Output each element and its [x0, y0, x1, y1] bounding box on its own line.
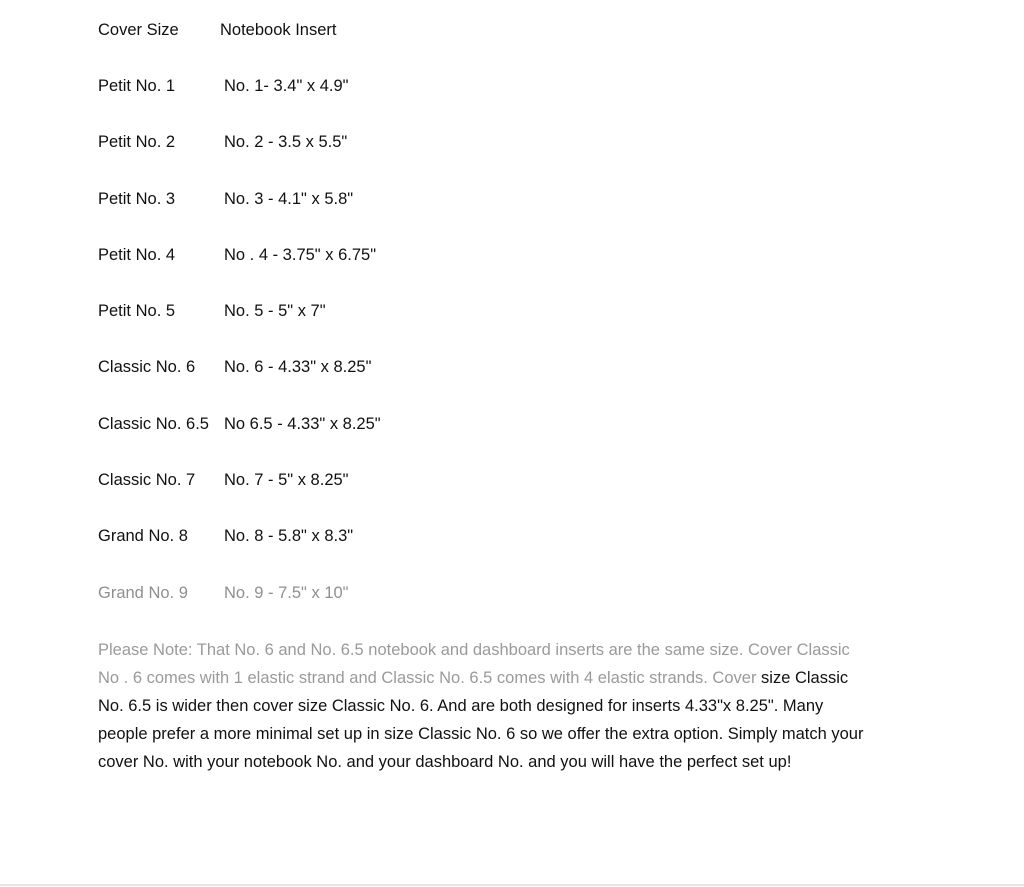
- table-row: [98, 581, 888, 637]
- notebook-insert-cell: No. 2 - 3.5 x 5.5": [224, 133, 348, 152]
- size-note-faded-text: Please Note: That No. 6 and No. 6.5 notebook and dashboard inserts are the same size. Cover Classic No . 6 comes with 1 elastic strand and Classic No. 6.5 comes with 4 elastic strands. Cover: [98, 640, 850, 687]
- notebook-insert-cell: No. 7 - 5" x 8.25": [224, 471, 349, 490]
- cover-size-cell: Petit No. 3: [98, 189, 176, 208]
- cover-size-cell: Grand No. 9: [98, 583, 188, 602]
- table-row: [98, 187, 888, 243]
- table-row: [98, 299, 888, 355]
- table-row: [98, 524, 888, 580]
- cover-size-cell: Petit No. 1: [98, 77, 176, 95]
- notebook-insert-cell: No. 1- 3.4" x 4.9": [224, 77, 349, 95]
- notebook-insert-cell: No. 6 - 4.33" x 8.25": [224, 358, 372, 377]
- table-row: [98, 355, 888, 411]
- table-row: [98, 243, 888, 299]
- cover-size-cell: Classic No. 7: [98, 471, 196, 490]
- size-chart: [98, 18, 888, 792]
- notebook-insert-cell: No. 8 - 5.8" x 8.3": [224, 527, 354, 546]
- table-header: [98, 18, 888, 74]
- table-row: [98, 130, 888, 186]
- size-note: [98, 636, 868, 776]
- cover-size-cell: Petit No. 5: [98, 302, 176, 321]
- cover-size-cell: Classic No. 6: [98, 358, 196, 377]
- table-row: [98, 74, 888, 130]
- table-row: [98, 468, 888, 524]
- bottom-divider: [0, 884, 1024, 886]
- notebook-insert-cell: No. 5 - 5" x 7": [224, 302, 326, 321]
- table-row: [98, 412, 888, 468]
- cover-size-cell: Grand No. 8: [98, 527, 188, 546]
- cover-size-cell: Classic No. 6.5: [98, 414, 209, 433]
- notebook-insert-cell: No. 9 - 7.5" x 10": [224, 583, 349, 602]
- notebook-insert-cell: No 6.5 - 4.33" x 8.25": [224, 414, 381, 433]
- header-notebook-insert: Notebook Insert: [220, 21, 337, 39]
- size-note-text: size Classic No. 6.5 is wider then cover size Classic No. 6. And are both designed for inserts 4.33"x 8.25". Many people prefer a more minimal set up in size Classic No. 6 so we offer the extra option. Simply match your cover No. with your notebook No. and your dashboard No. and you will have the perfect set up!: [98, 668, 864, 771]
- cover-size-cell: Petit No. 2: [98, 133, 176, 152]
- notebook-insert-cell: No . 4 - 3.75" x 6.75": [224, 245, 377, 264]
- notebook-insert-cell: No. 3 - 4.1" x 5.8": [224, 189, 354, 208]
- header-cover-size: Cover Size: [98, 21, 179, 39]
- cover-size-cell: Petit No. 4: [98, 245, 176, 264]
